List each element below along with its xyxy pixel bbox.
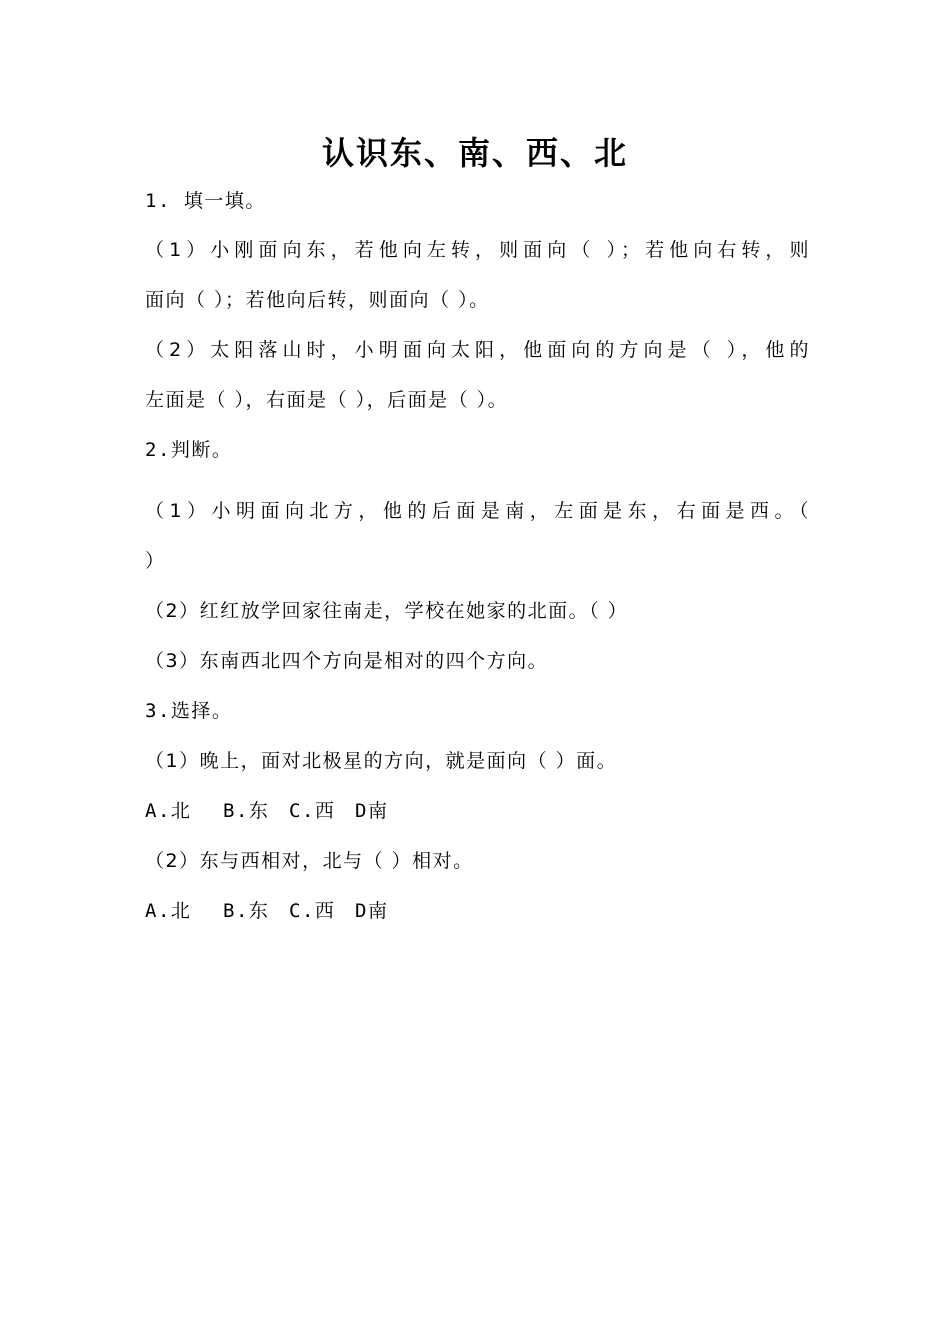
question-2-1-line-1: （1）小明面向北方，他的后面是南，左面是东，右面是西。（	[145, 500, 810, 522]
question-3-1-options	[145, 799, 810, 823]
section-3-heading: 3.选择。	[145, 700, 233, 722]
section-2-heading: 2.判断。	[145, 439, 233, 461]
option-b: B.东	[223, 900, 270, 922]
option-c: C.西	[289, 900, 336, 922]
question-1-1-line-2: 面向（ ）；若他向后转，则面向（ ）。	[145, 289, 490, 311]
question-1-2-line-2: 左面是（ ），右面是（ ），后面是（ ）。	[145, 389, 509, 411]
question-2-1-line-2: ）	[145, 550, 166, 572]
question-3-2-options	[145, 899, 810, 923]
question-2-3: （3）东南西北四个方向是相对的四个方向。	[145, 650, 549, 672]
option-a: A.北	[145, 900, 192, 922]
option-b: B.东	[223, 800, 270, 822]
section-1-heading: 1. 填一填。	[145, 190, 266, 212]
question-2-2: （2）红红放学回家往南走，学校在她家的北面。（ ）	[145, 600, 629, 622]
option-c: C.西	[289, 800, 336, 822]
question-3-1: （1）晚上，面对北极星的方向，就是面向（ ）面。	[145, 750, 618, 772]
question-1-1-line-1: （1）小刚面向东，若他向左转，则面向（ ）；若他向右转，则	[145, 239, 810, 261]
option-d: D南	[355, 900, 389, 922]
question-1-2-line-1: （2）太阳落山时，小明面向太阳，他面向的方向是（ ），他的	[145, 339, 810, 361]
question-3-2: （2）东与西相对，北与（ ）相对。	[145, 850, 474, 872]
page-title: 认识东、南、西、北	[321, 134, 628, 172]
option-a: A.北	[145, 800, 192, 822]
option-d: D南	[355, 800, 389, 822]
